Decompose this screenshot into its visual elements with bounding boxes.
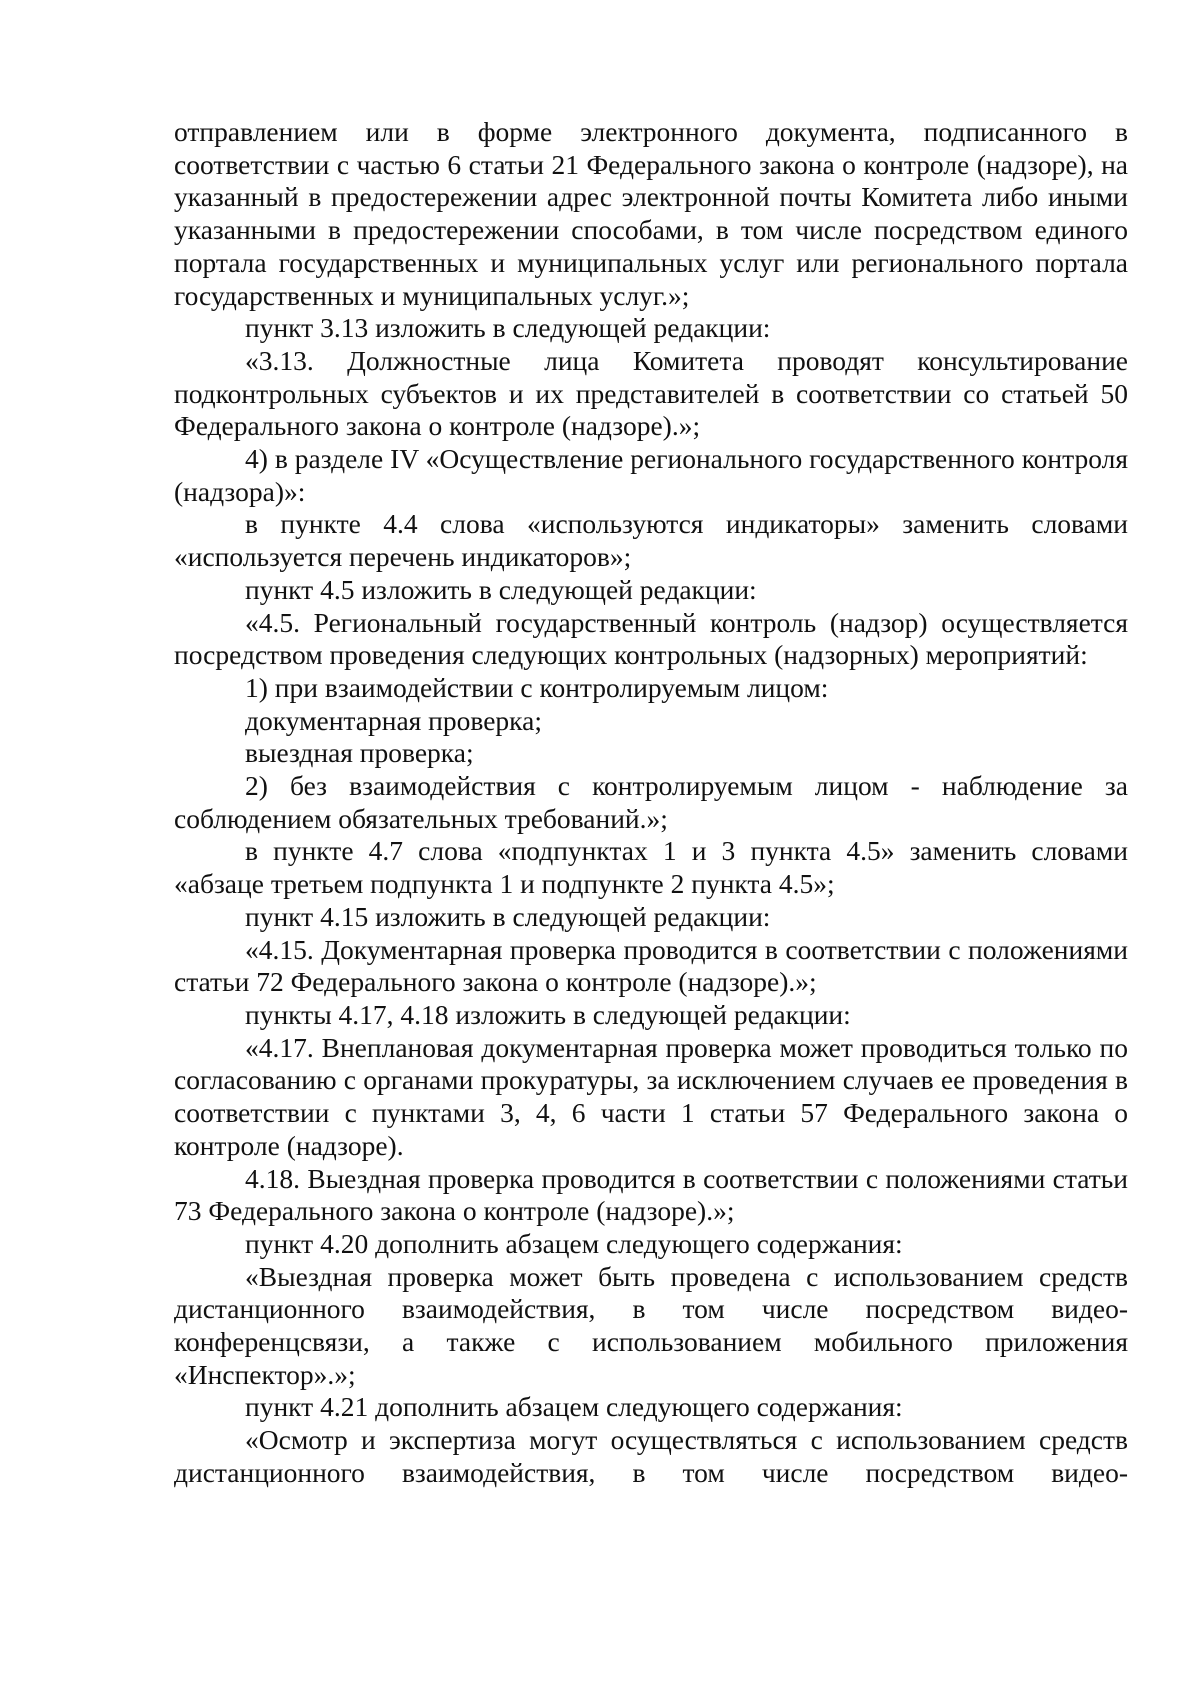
- paragraph-18: пункт 4.20 дополнить абзацем следующего содержания:: [245, 1227, 903, 1259]
- paragraph-21: «Осмотр и экспертиза могут осуществляться с использованием средств дистанционного взаимодействия, в том числе посредством видео-: [174, 1424, 1128, 1488]
- paragraph-20: пункт 4.21 дополнить абзацем следующего содержания:: [245, 1391, 903, 1423]
- paragraph-13: пункт 4.15 изложить в следующей редакции:: [245, 900, 771, 932]
- paragraph-9: документарная проверка;: [245, 704, 542, 736]
- paragraph-17: 4.18. Выездная проверка проводится в соответствии с положениями статьи 73 Федерального закона о контроле (надзоре).»;: [174, 1162, 1128, 1227]
- paragraph-11: 2) без взаимодействия с контролируемым лицом - наблюдение за соблюдением обязательных требований.»;: [174, 770, 1128, 834]
- paragraph-6: пункт 4.5 изложить в следующей редакции:: [245, 573, 757, 605]
- paragraph-14: «4.15. Документарная проверка проводится в соответствии с положениями статьи 72 Федерального закона о контроле (надзоре).»;: [174, 933, 1128, 998]
- paragraph-5: в пункте 4.4 слова «используются индикаторы» заменить словами «используется перечень индикаторов»;: [174, 508, 1128, 573]
- paragraph-15: пункты 4.17, 4.18 изложить в следующей редакции:: [245, 998, 851, 1030]
- document-body: [174, 116, 1128, 1490]
- paragraph-16: «4.17. Внеплановая документарная проверка может проводиться только по согласованию с органами прокуратуры, за исключением случаев ее проведения в соответствии с пунктами 3, 4, 6 части 1 статьи 57 Федерального закона о контроле (надзоре).: [174, 1031, 1128, 1161]
- paragraph-8: 1) при взаимодействии с контролируемым лицом:: [245, 671, 829, 703]
- paragraph-12: в пункте 4.7 слова «подпунктах 1 и 3 пункта 4.5» заменить словами «абзаце третьем подпункта 1 и подпункте 2 пункта 4.5»;: [174, 835, 1128, 900]
- paragraph-19: «Выездная проверка может быть проведена с использованием средств дистанционного взаимодействия, в том числе посредством видео-конференцсвязи, а также с использованием мобильного приложения «Инспектор».»;: [174, 1260, 1128, 1390]
- paragraph-4: 4) в разделе IV «Осуществление регионального государственного контроля (надзора)»:: [174, 443, 1128, 507]
- paragraph-2: пункт 3.13 изложить в следующей редакции:: [245, 312, 771, 344]
- paragraph-7: «4.5. Региональный государственный контроль (надзор) осуществляется посредством проведения следующих контрольных (надзорных) мероприятий:: [174, 606, 1128, 671]
- paragraph-1: отправлением или в форме электронного документа, подписанного в соответствии с частью 6 статьи 21 Федерального закона о контроле (надзоре), на указанный в предостережении адрес электронной почты Комитета либо иными указанными в предостережении способами, в том числе посредством единого портала государственных и муниципальных услуг или регионального портала государственных и муниципальных услуг.»;: [174, 116, 1128, 311]
- paragraph-10: выездная проверка;: [245, 737, 474, 769]
- paragraph-3: «3.13. Должностные лица Комитета проводят консультирование подконтрольных субъектов и их представителей в соответствии со статьей 50 Федерального закона о контроле (надзоре).»;: [174, 344, 1128, 442]
